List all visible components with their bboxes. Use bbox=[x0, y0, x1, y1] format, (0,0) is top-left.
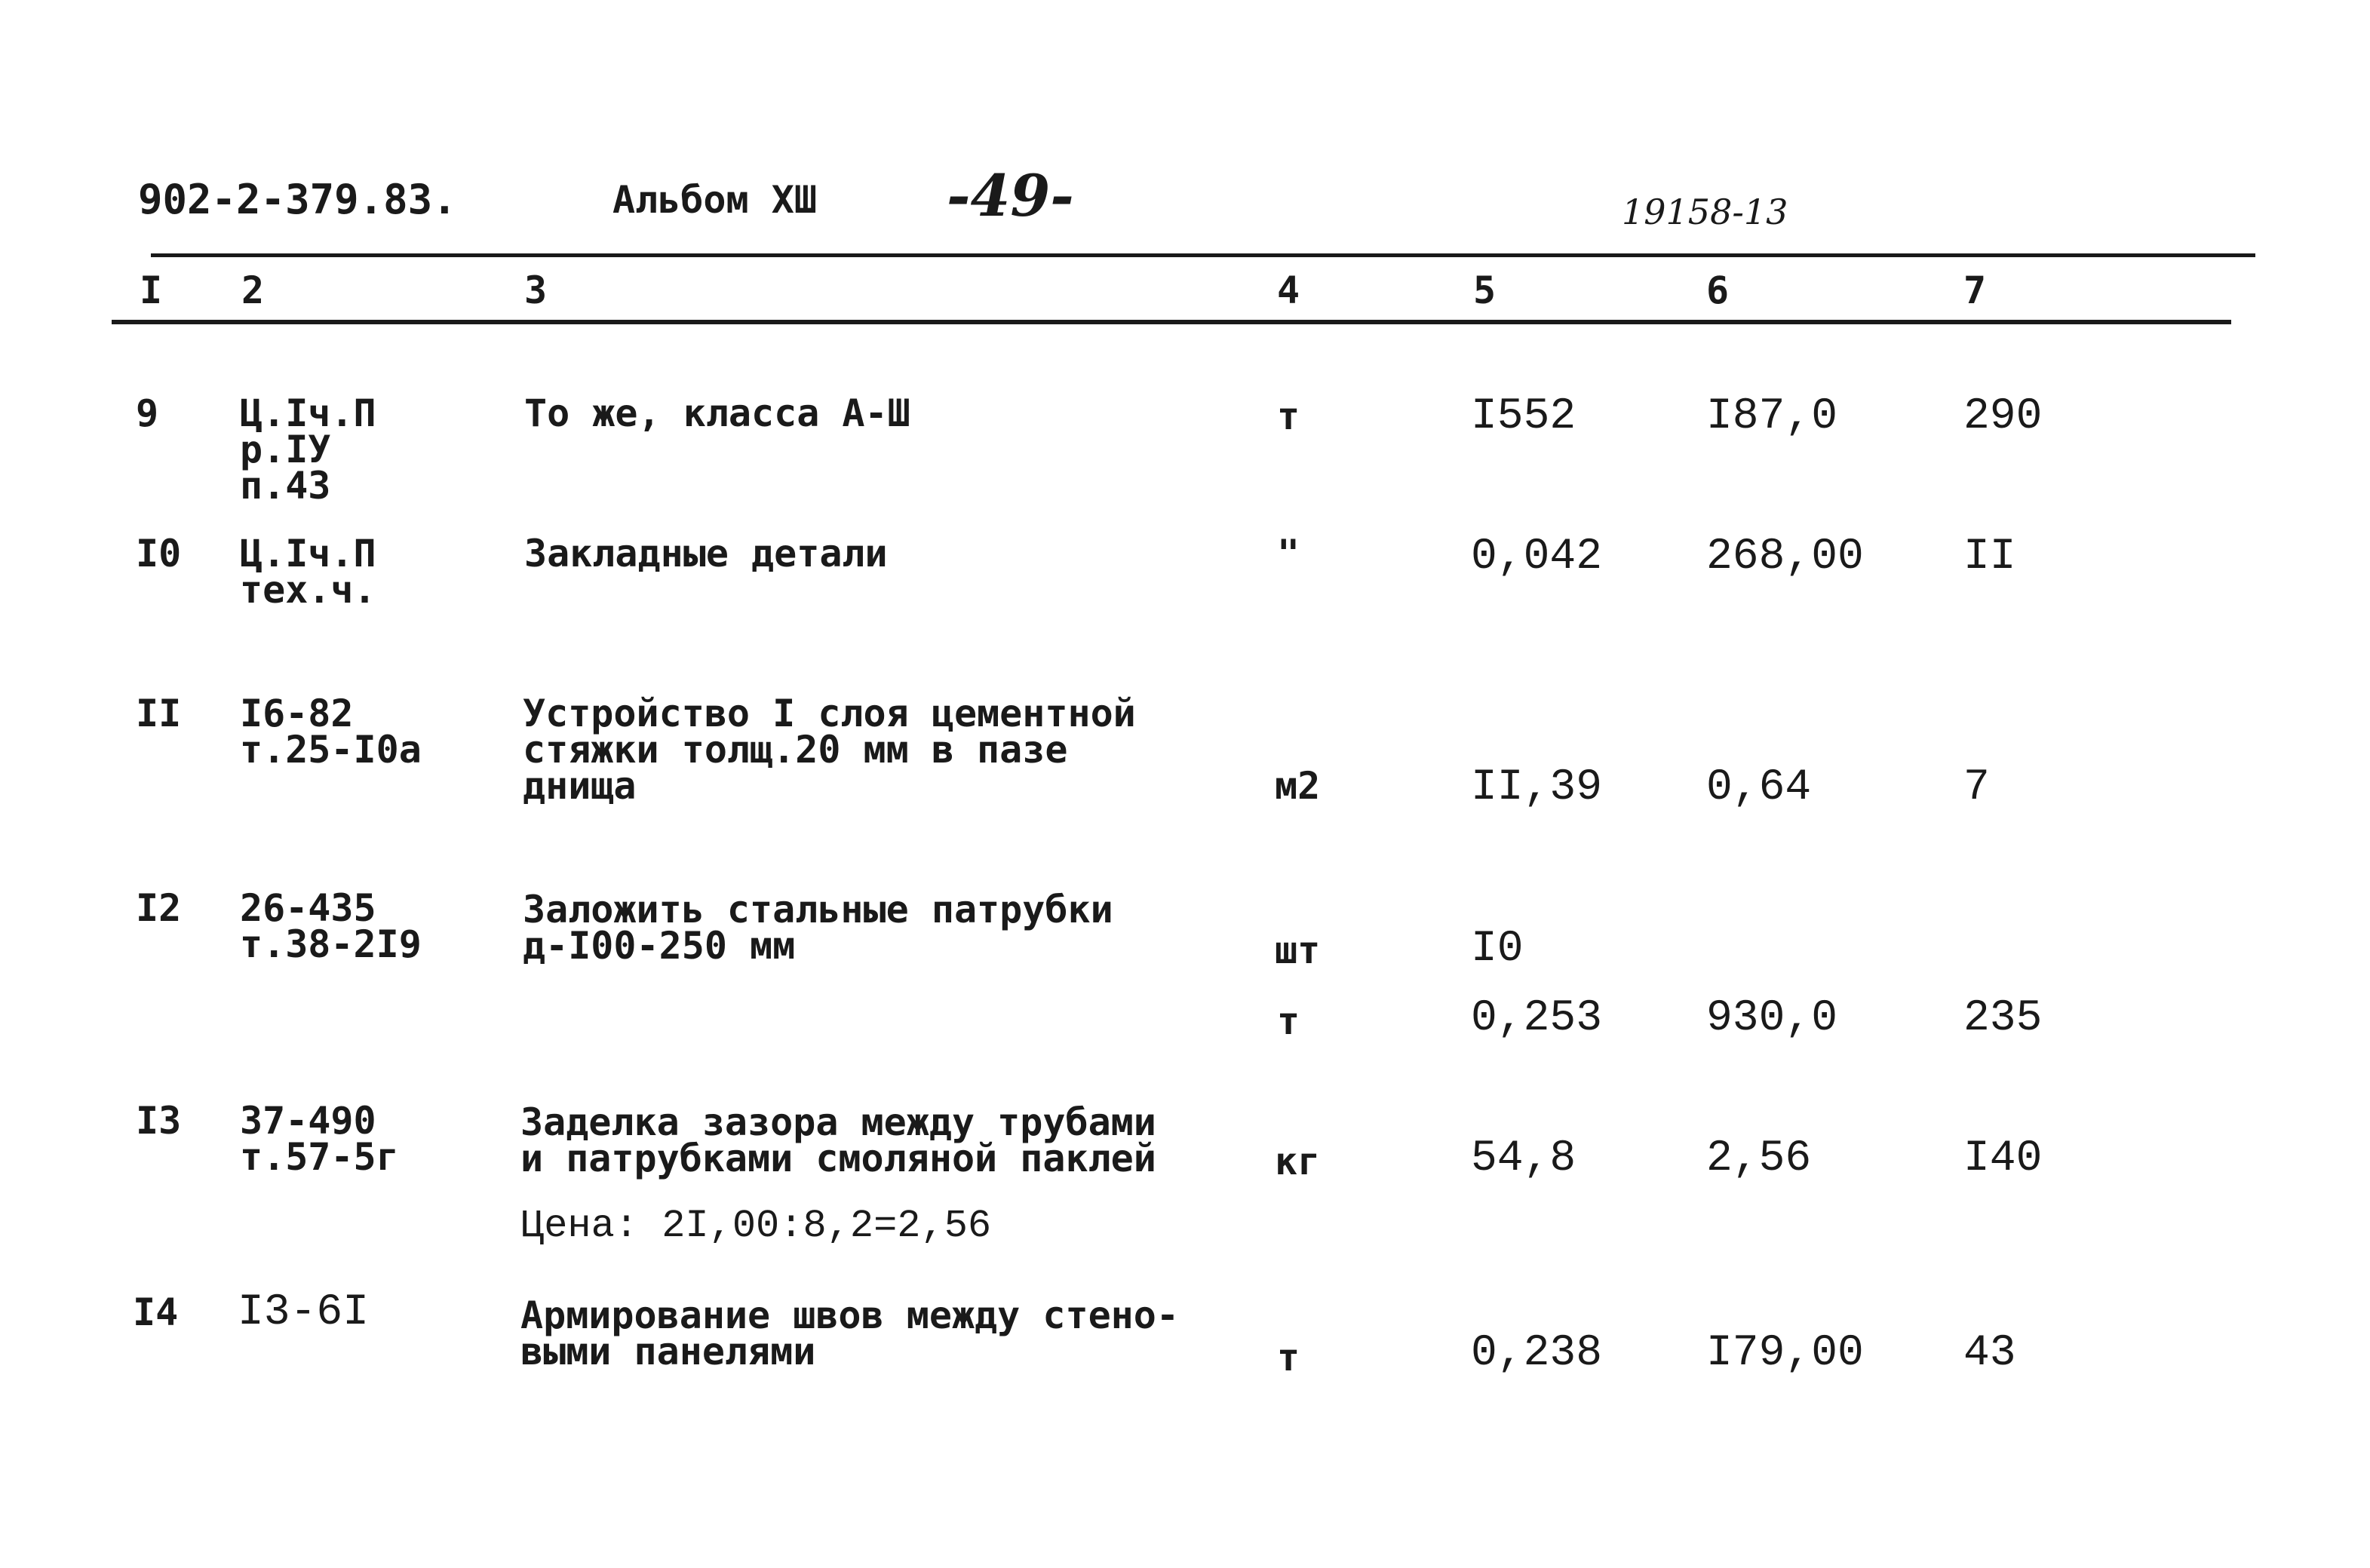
row-number: I4 bbox=[133, 1290, 179, 1334]
row-quantity-secondary: 0,253 bbox=[1471, 994, 1603, 1043]
row-description: Устройство I слоя цементной bbox=[523, 692, 1136, 735]
row-unit: м2 bbox=[1275, 764, 1321, 808]
row-ref-line: т.57-5г bbox=[240, 1135, 399, 1179]
row-quantity: 0,238 bbox=[1471, 1329, 1603, 1378]
row-unit: т bbox=[1277, 1336, 1300, 1379]
row-price: 0,64 bbox=[1706, 763, 1812, 812]
row-price: I87,0 bbox=[1706, 392, 1838, 441]
column-header-6: 6 bbox=[1706, 268, 1730, 312]
row-price: I79,00 bbox=[1706, 1329, 1864, 1378]
row-ref-line: I3-6I bbox=[238, 1288, 370, 1337]
row-ref-line: т.25-I0а bbox=[240, 728, 422, 772]
row-quantity: I552 bbox=[1471, 392, 1576, 441]
row-ref-line: п.43 bbox=[240, 464, 331, 508]
row-ref-line: I6-82 bbox=[240, 692, 354, 735]
row-quantity: 54,8 bbox=[1471, 1134, 1576, 1183]
page-number: -49- bbox=[947, 162, 1074, 229]
top-rule bbox=[151, 253, 2255, 257]
row-quantity: II,39 bbox=[1471, 763, 1603, 812]
row-description: днища bbox=[523, 764, 637, 808]
row-ref-line: тех.ч. bbox=[240, 568, 376, 612]
row-ref-line: Ц.Iч.П bbox=[240, 532, 376, 575]
row-description: Армирование швов между стено- bbox=[520, 1293, 1179, 1337]
document-code: 902-2-379.83. bbox=[138, 176, 457, 223]
row-quantity: 0,042 bbox=[1471, 532, 1603, 581]
column-header-3: 3 bbox=[524, 268, 548, 312]
row-description: выми панелями bbox=[520, 1330, 816, 1373]
row-total: 7 bbox=[1963, 763, 1990, 812]
column-header-1: I bbox=[140, 268, 163, 312]
row-total: I40 bbox=[1963, 1134, 2043, 1183]
column-header-4: 4 bbox=[1277, 268, 1300, 312]
row-description: Закладные детали bbox=[524, 532, 888, 575]
row-number: I2 bbox=[136, 886, 182, 930]
row-total: 235 bbox=[1963, 994, 2043, 1043]
row-description: Заложить стальные патрубки bbox=[523, 888, 1113, 931]
row-ref-line: 26-435 bbox=[240, 886, 376, 930]
row-total: 43 bbox=[1963, 1329, 2016, 1378]
row-number: I0 bbox=[136, 532, 182, 575]
column-header-5: 5 bbox=[1473, 268, 1497, 312]
row-unit: кг bbox=[1275, 1140, 1321, 1183]
header-rule bbox=[112, 320, 2231, 324]
row-unit-secondary: т bbox=[1277, 999, 1300, 1043]
column-header-7: 7 bbox=[1963, 268, 1987, 312]
row-description: и патрубками смоляной паклей bbox=[520, 1137, 1156, 1180]
row-number: 9 bbox=[136, 391, 159, 435]
row-description: д-I00-250 мм bbox=[523, 924, 796, 968]
price-note: Цена: 2I,00:8,2=2,56 bbox=[520, 1204, 992, 1248]
row-price: 2,56 bbox=[1706, 1134, 1812, 1183]
column-header-2: 2 bbox=[241, 268, 265, 312]
row-description: То же, класса А-Ш bbox=[524, 391, 910, 435]
row-price: 930,0 bbox=[1706, 994, 1838, 1043]
row-ref-line: Ц.Iч.П bbox=[240, 391, 376, 435]
row-unit: " bbox=[1277, 532, 1300, 575]
row-total: II bbox=[1963, 532, 2016, 581]
row-unit: т bbox=[1277, 394, 1300, 438]
archive-number: 19158-13 bbox=[1622, 192, 1788, 232]
row-number: I3 bbox=[136, 1099, 182, 1143]
row-unit: шт bbox=[1275, 928, 1321, 972]
row-ref-line: т.38-2I9 bbox=[240, 922, 422, 966]
row-total: 290 bbox=[1963, 392, 2043, 441]
row-number: II bbox=[136, 692, 182, 735]
album-title: Альбом XШ bbox=[612, 178, 817, 222]
row-quantity: I0 bbox=[1471, 925, 1524, 974]
row-ref-line: р.IУ bbox=[240, 428, 331, 471]
row-ref-line: 37-490 bbox=[240, 1099, 376, 1143]
row-description: Заделка зазора между трубами bbox=[520, 1100, 1156, 1144]
row-description: стяжки толщ.20 мм в пазе bbox=[523, 728, 1068, 772]
row-price: 268,00 bbox=[1706, 532, 1864, 581]
